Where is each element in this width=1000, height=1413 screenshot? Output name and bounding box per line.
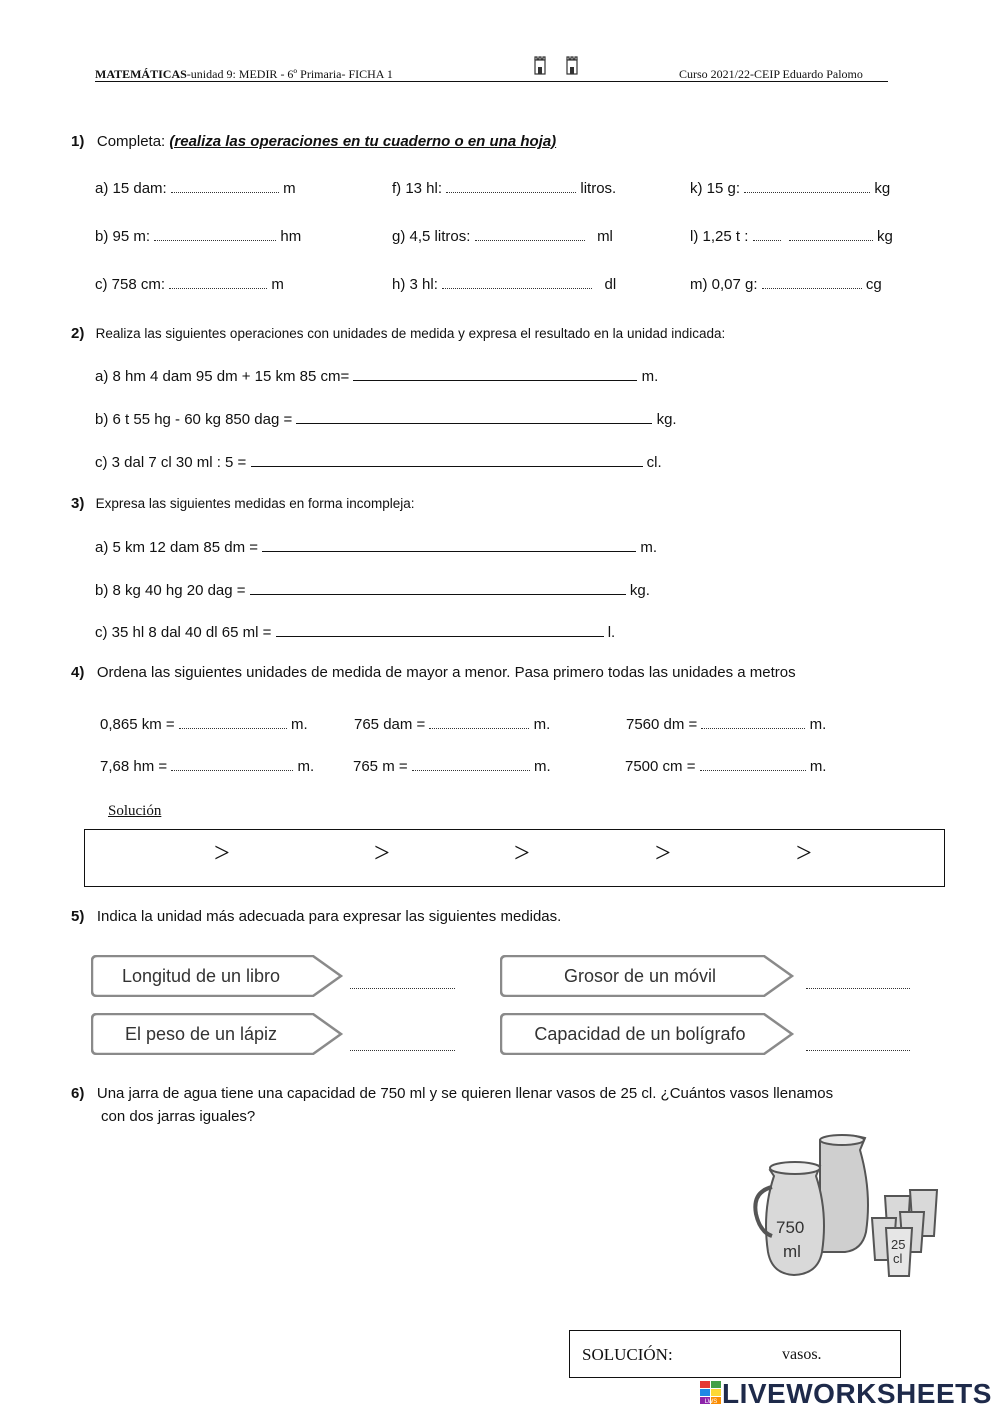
- q1-item-c: c) 758 cm: m: [95, 276, 284, 293]
- q5-answer-3[interactable]: [350, 1038, 455, 1056]
- answer-blank[interactable]: [171, 760, 293, 771]
- answer-blank[interactable]: [154, 230, 276, 241]
- answer-blank[interactable]: [701, 718, 805, 729]
- q4-title: 4) Ordena las siguientes unidades de medida de mayor a menor. Pasa primero todas las unidades a metros: [71, 664, 796, 681]
- answer-blank[interactable]: [446, 182, 576, 193]
- school-logo: [531, 55, 583, 84]
- q1-item-g: g) 4,5 litros: ml: [392, 228, 613, 245]
- greater-than-2: >: [374, 838, 390, 869]
- answer-blank[interactable]: [753, 230, 781, 241]
- q6-solution-label: SOLUCIÓN:: [582, 1345, 673, 1364]
- liveworksheets-logo: [700, 1381, 722, 1410]
- answer-line[interactable]: [296, 409, 652, 424]
- answer-blank[interactable]: [475, 230, 585, 241]
- q4-item-2: 765 dam = m.: [354, 716, 551, 733]
- liveworksheets-brand: LIVEWORKSHEETS: [722, 1378, 992, 1409]
- header-subject: MATEMÁTICAS: [95, 67, 187, 81]
- q1-title: [71, 133, 556, 150]
- greater-than-3: >: [514, 838, 530, 869]
- q1-item-a: a) 15 dam: m: [95, 180, 296, 197]
- q1-item-m: m) 0,07 g: cg: [690, 276, 882, 293]
- answer-blank[interactable]: [744, 182, 870, 193]
- answer-line[interactable]: [251, 452, 643, 467]
- jug-label-750: 750: [776, 1218, 805, 1237]
- q3-item-a: a) 5 km 12 dam 85 dm = m.: [95, 539, 658, 556]
- q1-number: 1): [71, 133, 85, 150]
- q3-title: 3) Expresa las siguientes medidas en forma incompleja:: [71, 495, 415, 512]
- q2-item-b: b) 6 t 55 hg - 60 kg 850 dag = kg.: [95, 411, 677, 428]
- answer-blank[interactable]: [179, 718, 287, 729]
- q4-item-6: 7500 cm = m.: [625, 758, 827, 775]
- q5-arrow-grosor-movil: Grosor de un móvil: [500, 955, 796, 995]
- q5-answer-1[interactable]: [350, 976, 455, 994]
- answer-line[interactable]: [276, 622, 604, 637]
- header-unit: -unidad 9: MEDIR - 6º Primaria- FICHA 1: [186, 67, 393, 81]
- q5-answer-4[interactable]: [806, 1038, 910, 1056]
- q1-label: Completa:: [96, 133, 170, 150]
- q4-item-5: 765 m = m.: [353, 758, 551, 775]
- q6-solution-unit: vasos.: [782, 1346, 822, 1363]
- greater-than-5: >: [796, 838, 812, 869]
- header-course: Curso 2021/22-CEIP Eduardo Palomo: [679, 67, 863, 81]
- q5-arrow-longitud-libro: Longitud de un libro: [91, 955, 345, 995]
- answer-line[interactable]: [262, 537, 636, 552]
- q5-answer-2[interactable]: [806, 976, 910, 994]
- q6-title-line2: con dos jarras iguales?: [101, 1108, 256, 1125]
- answer-blank[interactable]: [442, 278, 592, 289]
- svg-text:LWS: LWS: [704, 1399, 718, 1405]
- q4-solution-label: Solución: [108, 803, 162, 819]
- q3-item-b: b) 8 kg 40 hg 20 dag = kg.: [95, 582, 650, 599]
- answer-blank[interactable]: [412, 760, 530, 771]
- q4-item-1: 0,865 km = m.: [100, 716, 308, 733]
- answer-blank[interactable]: [171, 182, 279, 193]
- q1-item-f: f) 13 hl: litros.: [392, 180, 617, 197]
- jug-label-ml: ml: [783, 1242, 801, 1261]
- q4-item-4: 7,68 hm = m.: [100, 758, 315, 775]
- header-divider: [95, 81, 888, 82]
- q2-item-a: a) 8 hm 4 dam 95 dm + 15 km 85 cm= m.: [95, 368, 659, 385]
- q5-title: 5) Indica la unidad más adecuada para expresar las siguientes medidas.: [71, 908, 562, 925]
- q1-note: (realiza las operaciones en tu cuaderno o en una hoja): [169, 133, 557, 150]
- q1-item-l: l) 1,25 t : kg: [690, 228, 893, 245]
- q6-title: 6) Una jarra de agua tiene una capacidad de 750 ml y se quieren llenar vasos de 25 cl. ¿Cuántos vasos llenamos: [71, 1085, 834, 1102]
- greater-than-1: >: [214, 838, 230, 869]
- answer-blank[interactable]: [169, 278, 267, 289]
- q1-item-b: b) 95 m: hm: [95, 228, 302, 245]
- q1-item-k: k) 15 g: kg: [690, 180, 891, 197]
- q4-item-3: 7560 dm = m.: [626, 716, 827, 733]
- q5-arrow-peso-lapiz: El peso de un lápiz: [91, 1013, 345, 1053]
- q2-title: 2) Realiza las siguientes operaciones con unidades de medida y expresa el resultado en la unidad indicada:: [71, 325, 726, 342]
- jugs-illustration: [750, 1132, 945, 1287]
- greater-than-4: >: [655, 838, 671, 869]
- q3-item-c: c) 35 hl 8 dal 40 dl 65 ml = l.: [95, 624, 616, 641]
- glass-label-25: 25: [891, 1237, 906, 1252]
- answer-blank[interactable]: [700, 760, 806, 771]
- q5-arrow-capacidad-boligrafo: Capacidad de un bolígrafo: [500, 1013, 796, 1053]
- glass-label-cl: cl: [893, 1251, 903, 1266]
- answer-blank[interactable]: [429, 718, 529, 729]
- header-subject-line: [95, 67, 393, 82]
- q1-item-h: h) 3 hl: dl: [392, 276, 617, 293]
- answer-blank[interactable]: [789, 230, 873, 241]
- answer-blank[interactable]: [762, 278, 862, 289]
- q2-item-c: c) 3 dal 7 cl 30 ml : 5 = cl.: [95, 454, 662, 471]
- answer-line[interactable]: [250, 580, 626, 595]
- answer-line[interactable]: [353, 366, 637, 381]
